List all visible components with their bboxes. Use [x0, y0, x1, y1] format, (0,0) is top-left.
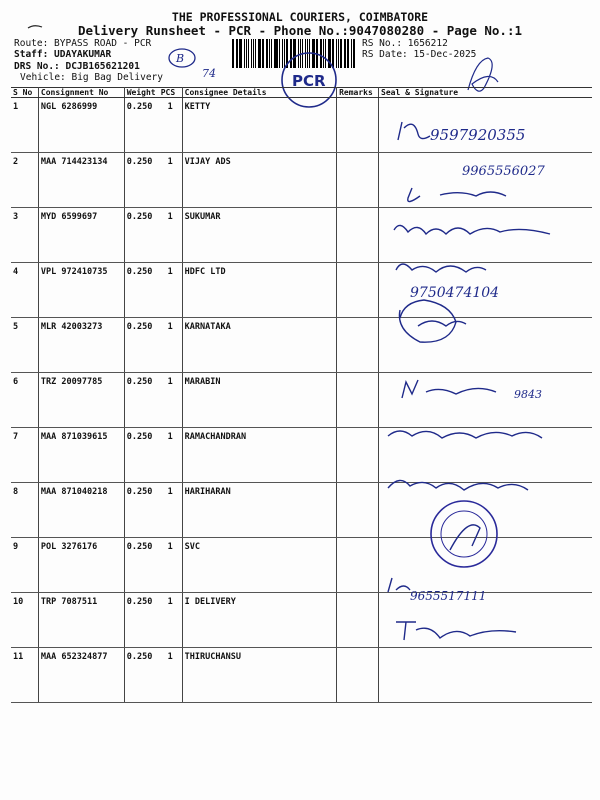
row-sno: 5	[11, 318, 38, 373]
staff-label: Staff: UDAYAKUMAR	[14, 49, 112, 60]
row-consignment-no: MAA 652324877	[38, 648, 124, 703]
runsheet-subtitle: Delivery Runsheet - PCR - Phone No.:9047080280 - Page No.:1	[77, 23, 522, 38]
row-weight: 0.250	[124, 373, 158, 428]
row-weight: 0.250	[124, 318, 158, 373]
col-remarks: Remarks	[337, 88, 379, 98]
row-sno: 7	[11, 428, 38, 483]
handwritten-b: B	[176, 52, 185, 65]
row-consignment-no: MAA 714423134	[38, 153, 124, 208]
signature-5	[399, 300, 466, 342]
signature-11	[396, 622, 516, 640]
row-pcs: 1	[159, 153, 182, 208]
row-consignee: SUKUMAR	[182, 208, 336, 263]
row-sno: 6	[11, 373, 38, 428]
sig-phone-10: 9655517111	[410, 589, 487, 603]
col-pcs: PCS	[159, 88, 182, 98]
row-sno: 4	[11, 263, 38, 318]
handwritten-74: 74	[202, 67, 216, 80]
row-sno: 8	[11, 483, 38, 538]
signature-8	[388, 480, 528, 490]
row-pcs: 1	[159, 263, 182, 318]
row-consignee: HARIHARAN	[182, 483, 336, 538]
signature-2	[408, 188, 506, 202]
row-pcs: 1	[159, 373, 182, 428]
row-sno: 10	[11, 593, 38, 648]
row-pcs: 1	[159, 208, 182, 263]
row-weight: 0.250	[124, 483, 158, 538]
row-weight: 0.250	[124, 648, 158, 703]
row-pcs: 1	[159, 428, 182, 483]
row-consignee: I DELIVERY	[182, 593, 336, 648]
col-sno: S No	[11, 88, 38, 98]
row-consignment-no: POL 3276176	[38, 538, 124, 593]
row-consignment-no: MAA 871040218	[38, 483, 124, 538]
col-consignment: Consignment No	[38, 88, 124, 98]
rs-number: RS No.: 1656212	[362, 38, 448, 49]
row-sno: 11	[11, 648, 38, 703]
row-consignment-no: TRZ 20097785	[38, 373, 124, 428]
row-consignee: VIJAY ADS	[182, 153, 336, 208]
row-consignment-no: TRP 7087511	[38, 593, 124, 648]
row-pcs: 1	[159, 318, 182, 373]
row-consignee: THIRUCHANSU	[182, 648, 336, 703]
route-label: Route: BYPASS ROAD - PCR	[14, 38, 152, 49]
row-consignment-no: MYD 6599697	[38, 208, 124, 263]
vehicle-label: Vehicle: Big Bag Delivery	[20, 72, 163, 83]
signature-6	[402, 380, 496, 398]
company-title: THE PROFESSIONAL COURIERS, COIMBATORE	[171, 10, 429, 24]
row-sno: 1	[11, 98, 38, 153]
row-consignee: RAMACHANDRAN	[182, 428, 336, 483]
row-sno: 3	[11, 208, 38, 263]
row-consignee: MARABIN	[182, 373, 336, 428]
signature-10	[388, 578, 410, 592]
stamp-text: PCR	[292, 72, 326, 90]
signature-3	[394, 225, 550, 234]
row-consignee: KETTY	[182, 98, 336, 153]
sig-phone-2: 9965556027	[462, 164, 545, 179]
signature-1	[398, 122, 430, 140]
row-consignment-no: MLR 42003273	[38, 318, 124, 373]
row-sno: 9	[11, 538, 38, 593]
row-sno: 2	[11, 153, 38, 208]
signature-7	[388, 431, 542, 438]
row-consignee: SVC	[182, 538, 336, 593]
row-weight: 0.250	[124, 98, 158, 153]
sig-phone-1: 9597920355	[430, 126, 526, 144]
row-consignment-no: NGL 6286999	[38, 98, 124, 153]
row-consignee: KARNATAKA	[182, 318, 336, 373]
signature-4	[396, 264, 486, 272]
col-signature: Seal & Signature	[379, 88, 592, 98]
row-weight: 0.250	[124, 153, 158, 208]
drs-label: DRS No.: DCJB165621201	[14, 61, 140, 72]
row-pcs: 1	[159, 648, 182, 703]
row-consignee: HDFC LTD	[182, 263, 336, 318]
rs-date: RS Date: 15-Dec-2025	[362, 49, 477, 60]
row-pcs: 1	[159, 538, 182, 593]
sig-phone-6: 9843	[514, 388, 542, 401]
row-weight: 0.250	[124, 263, 158, 318]
row-weight: 0.250	[124, 538, 158, 593]
col-consignee: Consignee Details	[182, 88, 336, 98]
row-weight: 0.250	[124, 428, 158, 483]
row-weight: 0.250	[124, 208, 158, 263]
sig-phone-4: 9750474104	[410, 285, 500, 301]
row-pcs: 1	[159, 98, 182, 153]
row-consignment-no: VPL 972410735	[38, 263, 124, 318]
col-weight: Weight	[124, 88, 158, 98]
row-weight: 0.250	[124, 593, 158, 648]
row-pcs: 1	[159, 483, 182, 538]
row-pcs: 1	[159, 593, 182, 648]
row-consignment-no: MAA 871039615	[38, 428, 124, 483]
